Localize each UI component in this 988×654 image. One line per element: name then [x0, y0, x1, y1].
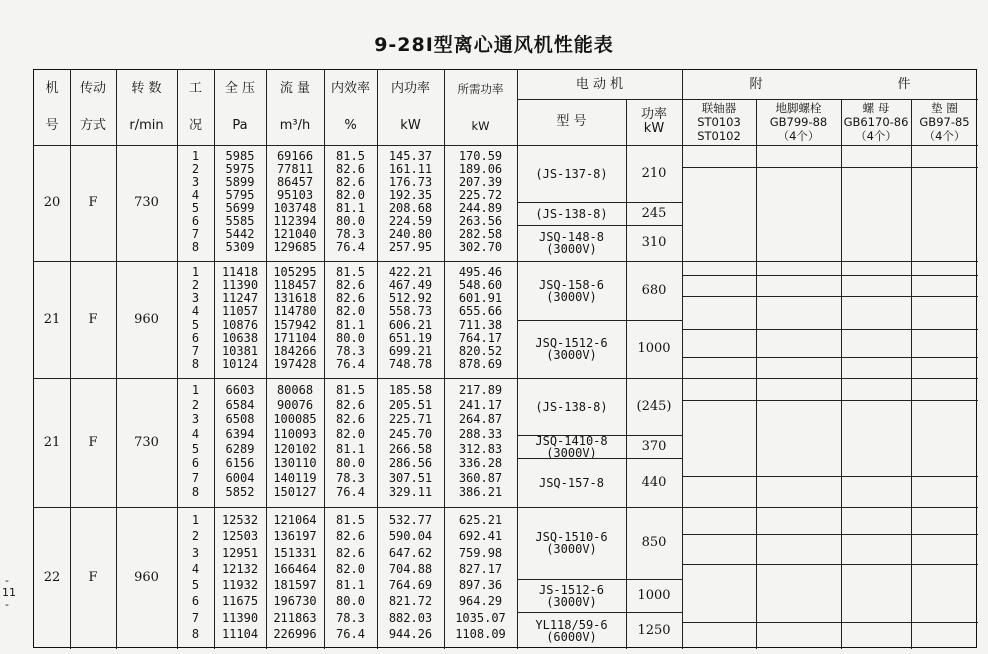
flow-value: 77811: [276, 162, 314, 176]
pressure-value: 10124: [221, 356, 259, 371]
required-power-value: 548.60: [458, 278, 503, 293]
inner-power-value: 422.21: [388, 265, 433, 279]
required-power-value: 495.46: [458, 265, 503, 279]
efficiency-value: 81.5: [336, 149, 365, 163]
pressure-value: 10381: [221, 343, 259, 358]
required-power-list: [444, 383, 517, 500]
pressure-value: 12951: [221, 545, 259, 560]
drive-type: F: [88, 570, 98, 585]
inner-power-value: 208.68: [388, 201, 433, 215]
inner-power-value: 307.51: [388, 470, 433, 485]
flow-value: 90076: [276, 397, 314, 412]
inner-power-value: 176.73: [388, 175, 433, 189]
pressure-value: 5699: [225, 201, 255, 215]
inner-power-value: 329.11: [388, 485, 433, 500]
condition-value: 4: [191, 304, 200, 319]
required-power-value: 964.29: [458, 594, 503, 609]
grid-hline: [682, 476, 978, 477]
page-number: - 11 -: [2, 574, 16, 611]
efficiency-value: 82.6: [336, 397, 365, 412]
flow-value: 130110: [273, 456, 317, 471]
required-power-value: 820.52: [458, 343, 503, 358]
efficiency-value: 76.4: [336, 356, 365, 371]
efficiency-list: [324, 512, 377, 642]
inner-power-value: 224.59: [388, 214, 433, 228]
flow-value: 140119: [273, 470, 317, 485]
pressure-value: 12532: [221, 513, 259, 527]
flow-list: [266, 383, 324, 500]
required-power-value: 217.89: [458, 383, 503, 397]
efficiency-value: 81.1: [336, 578, 365, 592]
machine-number: 21: [43, 311, 61, 327]
inner-power-value: 161.11: [388, 162, 433, 176]
header-pressure: 全 压 Pa: [224, 80, 256, 134]
motor-power: 440: [641, 474, 667, 490]
required-power-value: 386.21: [458, 485, 503, 500]
pressure-value: 5442: [225, 227, 255, 241]
pressure-value: 11418: [221, 265, 259, 279]
motor-model: JSQ-1510-6 (3000V): [535, 530, 608, 556]
efficiency-value: 80.0: [336, 594, 365, 609]
drive-type: F: [88, 311, 98, 327]
condition-value: 5: [191, 441, 200, 456]
efficiency-value: 81.1: [336, 201, 365, 215]
header-anchor-bolt: 地脚螺栓 GB799-88 （4个）: [769, 101, 828, 143]
pressure-value: 6603: [225, 383, 255, 397]
machine-number: 21: [43, 434, 61, 450]
grid-vline: [911, 99, 912, 649]
pressure-value: 12503: [221, 529, 259, 544]
flow-value: 197428: [273, 356, 317, 371]
inner-power-value: 704.88: [388, 561, 433, 576]
flow-value: 181597: [273, 578, 317, 592]
drive-type: F: [88, 195, 98, 210]
inner-power-value: 764.69: [388, 578, 433, 592]
efficiency-value: 82.0: [336, 426, 365, 441]
required-power-value: 225.72: [458, 188, 503, 202]
flow-value: 121040: [273, 227, 317, 241]
condition-value: 2: [191, 529, 200, 544]
efficiency-value: 81.5: [336, 383, 365, 397]
efficiency-value: 82.6: [336, 162, 365, 176]
flow-value: 121064: [273, 513, 317, 527]
header-speed: 转 数 r/min: [129, 80, 164, 134]
motor-power: 1000: [637, 587, 671, 603]
condition-value: 5: [191, 578, 200, 592]
header-nut: 螺 母 GB6170-86 （4个）: [843, 101, 909, 143]
inner-power-list: [377, 150, 444, 254]
pressure-value: 6508: [225, 412, 255, 427]
flow-value: 184266: [273, 343, 317, 358]
pressure-value: 6156: [225, 456, 255, 471]
motor-power: 850: [641, 535, 667, 550]
efficiency-value: 78.3: [336, 343, 365, 358]
required-power-value: 336.28: [458, 456, 503, 471]
required-power-list: [444, 512, 517, 642]
pressure-list: [214, 383, 266, 500]
grid-hline: [682, 534, 978, 535]
condition-value: 2: [191, 162, 200, 176]
flow-list: [266, 266, 324, 371]
condition-value: 6: [191, 594, 200, 609]
required-power-value: 263.56: [458, 214, 503, 228]
flow-value: 86457: [276, 175, 314, 189]
flow-value: 105295: [273, 265, 317, 279]
inner-power-value: 192.35: [388, 188, 433, 202]
header-motor: 电 动 机: [575, 76, 624, 92]
efficiency-value: 76.4: [336, 485, 365, 500]
efficiency-value: 81.1: [336, 317, 365, 332]
motor-power: (245): [636, 398, 672, 414]
motor-model: JSQ-1410-8 (3000V): [535, 435, 608, 458]
efficiency-value: 80.0: [336, 456, 365, 471]
condition-value: 6: [191, 456, 200, 471]
efficiency-list: [324, 266, 377, 371]
inner-power-value: 944.26: [388, 626, 433, 641]
flow-value: 129685: [273, 240, 317, 254]
flow-value: 196730: [273, 594, 317, 609]
efficiency-value: 82.6: [336, 278, 365, 293]
pressure-value: 5975: [225, 162, 255, 176]
efficiency-list: [324, 150, 377, 254]
pressure-value: 10876: [221, 317, 259, 332]
flow-value: 166464: [273, 561, 317, 576]
pressure-value: 11675: [221, 594, 259, 609]
drive-type: F: [88, 434, 98, 450]
condition-value: 5: [191, 317, 200, 332]
pressure-value: 5852: [225, 485, 255, 500]
inner-power-list: [377, 383, 444, 500]
flow-value: 136197: [273, 529, 317, 544]
condition-list: [177, 383, 214, 500]
condition-value: 4: [191, 426, 200, 441]
condition-value: 8: [191, 626, 200, 641]
motor-model: JSQ-1512-6 (3000V): [535, 336, 608, 362]
speed-value: 960: [134, 311, 159, 327]
pressure-value: 6584: [225, 397, 255, 412]
header-efficiency: 内效率 %: [330, 80, 370, 134]
required-power-value: 759.98: [458, 545, 503, 560]
efficiency-value: 81.1: [336, 441, 365, 456]
grid-vline: [756, 99, 757, 649]
required-power-value: 827.17: [458, 561, 503, 576]
condition-value: 4: [191, 561, 200, 576]
condition-value: 5: [191, 201, 200, 215]
flow-value: 95103: [276, 188, 314, 202]
flow-value: 69166: [276, 149, 314, 163]
efficiency-value: 81.5: [336, 265, 365, 279]
pressure-value: 11057: [221, 304, 259, 319]
header-machine: 机 号: [45, 80, 59, 134]
condition-value: 1: [191, 265, 200, 279]
inner-power-value: 647.62: [388, 545, 433, 560]
efficiency-value: 78.3: [336, 470, 365, 485]
required-power-value: 241.17: [458, 397, 503, 412]
efficiency-list: [324, 383, 377, 500]
inner-power-value: 240.80: [388, 227, 433, 241]
flow-value: 131618: [273, 291, 317, 306]
flow-value: 80068: [276, 383, 314, 397]
pressure-value: 11104: [221, 626, 259, 641]
header-motor-power: 功率 kW: [640, 107, 667, 136]
efficiency-value: 82.6: [336, 412, 365, 427]
pressure-value: 5309: [225, 240, 255, 254]
flow-value: 171104: [273, 330, 317, 345]
inner-power-value: 257.95: [388, 240, 433, 254]
motor-model: (JS-137-8): [535, 166, 608, 181]
motor-model: JSQ-148-8 (3000V): [538, 230, 605, 256]
efficiency-value: 78.3: [336, 227, 365, 241]
flow-value: 151331: [273, 545, 317, 560]
required-power-value: 764.17: [458, 330, 503, 345]
condition-list: [177, 150, 214, 254]
efficiency-value: 82.6: [336, 529, 365, 544]
motor-model: JS-1512-6 (3000V): [538, 582, 605, 609]
motor-power: 310: [641, 235, 667, 250]
grid-hline: [682, 622, 978, 623]
required-power-value: 1035.07: [455, 610, 506, 625]
required-power-list: [444, 150, 517, 254]
required-power-value: 360.87: [458, 470, 503, 485]
required-power-list: [444, 266, 517, 371]
speed-value: 960: [134, 570, 159, 585]
pressure-value: 6004: [225, 470, 255, 485]
efficiency-value: 82.6: [336, 175, 365, 189]
required-power-value: 1108.09: [455, 626, 506, 641]
pressure-value: 12132: [221, 561, 259, 576]
header-drive: 传动 方式: [79, 80, 106, 134]
condition-value: 3: [191, 291, 200, 306]
pressure-list: [214, 266, 266, 371]
condition-value: 1: [191, 513, 200, 527]
speed-value: 730: [134, 195, 159, 210]
inner-power-value: 145.37: [388, 149, 433, 163]
condition-value: 2: [191, 397, 200, 412]
flow-value: 103748: [273, 201, 317, 215]
grid-hline: [682, 400, 978, 401]
required-power-value: 897.36: [458, 578, 503, 592]
condition-value: 1: [191, 149, 200, 163]
machine-number: 22: [43, 570, 61, 585]
flow-value: 118457: [273, 278, 317, 293]
motor-power: 210: [641, 165, 667, 181]
inner-power-value: 245.70: [388, 426, 433, 441]
page-title: 9-28Ⅰ型离心通风机性能表: [374, 34, 614, 56]
grid-hline: [682, 357, 978, 358]
header-required-power: 所需功率 kW: [457, 81, 504, 134]
efficiency-value: 82.0: [336, 188, 365, 202]
condition-value: 4: [191, 188, 200, 202]
grid-hline: [682, 296, 978, 297]
motor-power: 245: [641, 205, 667, 221]
efficiency-value: 82.0: [336, 304, 365, 319]
inner-power-list: [377, 512, 444, 642]
grid-vline: [841, 99, 842, 649]
header-flow: 流 量 m³/h: [279, 80, 311, 134]
pressure-value: 11390: [221, 610, 259, 625]
condition-value: 2: [191, 278, 200, 293]
condition-value: 6: [191, 330, 200, 345]
grid-hline: [682, 329, 978, 330]
inner-power-value: 467.49: [388, 278, 433, 293]
inner-power-value: 286.56: [388, 456, 433, 471]
condition-value: 8: [191, 240, 200, 254]
required-power-value: 878.69: [458, 356, 503, 371]
condition-list: [177, 512, 214, 642]
inner-power-value: 512.92: [388, 291, 433, 306]
inner-power-value: 558.73: [388, 304, 433, 319]
condition-value: 7: [191, 610, 200, 625]
pressure-value: 11390: [221, 278, 259, 293]
inner-power-value: 821.72: [388, 594, 433, 609]
pressure-value: 6394: [225, 426, 255, 441]
header-washer: 垫 圈 GB97-85 （4个）: [919, 101, 970, 143]
pressure-value: 10638: [221, 330, 259, 345]
inner-power-value: 882.03: [388, 610, 433, 625]
condition-value: 3: [191, 412, 200, 427]
condition-value: 8: [191, 356, 200, 371]
flow-value: 100085: [273, 412, 317, 427]
inner-power-value: 606.21: [388, 317, 433, 332]
flow-value: 157942: [273, 317, 317, 332]
efficiency-value: 76.4: [336, 240, 365, 254]
condition-value: 6: [191, 214, 200, 228]
flow-value: 120102: [273, 441, 317, 456]
pressure-list: [214, 150, 266, 254]
pressure-value: 5585: [225, 214, 255, 228]
required-power-value: 282.58: [458, 227, 503, 241]
header-inner-power: 内功率 kW: [390, 80, 430, 134]
inner-power-value: 266.58: [388, 441, 433, 456]
flow-list: [266, 150, 324, 254]
condition-list: [177, 266, 214, 371]
header-coupling: 联轴器 ST0103 ST0102: [697, 101, 741, 143]
motor-model: JSQ-158-6 (3000V): [538, 277, 605, 304]
pressure-value: 11932: [221, 578, 259, 592]
required-power-value: 692.41: [458, 529, 503, 544]
efficiency-value: 82.0: [336, 561, 365, 576]
efficiency-value: 82.6: [336, 545, 365, 560]
inner-power-value: 748.78: [388, 356, 433, 371]
required-power-value: 207.39: [458, 175, 503, 189]
inner-power-value: 205.51: [388, 397, 433, 412]
efficiency-value: 80.0: [336, 330, 365, 345]
grid-hline: [682, 167, 978, 168]
inner-power-value: 590.04: [388, 529, 433, 544]
required-power-value: 302.70: [458, 240, 503, 254]
condition-value: 7: [191, 343, 200, 358]
motor-power: 1250: [637, 622, 671, 638]
efficiency-value: 78.3: [336, 610, 365, 625]
flow-value: 211863: [273, 610, 317, 625]
grid-hline: [682, 275, 978, 276]
condition-value: 1: [191, 383, 200, 397]
header-condition: 工 况: [188, 80, 202, 134]
required-power-value: 601.91: [458, 291, 503, 306]
motor-model: (JS-138-8): [535, 206, 608, 221]
grid-vline: [682, 70, 683, 649]
condition-value: 3: [191, 175, 200, 189]
required-power-value: 264.87: [458, 412, 503, 427]
inner-power-value: 225.71: [388, 412, 433, 427]
motor-power: 1000: [637, 341, 671, 356]
pressure-value: 5985: [225, 149, 255, 163]
condition-value: 3: [191, 545, 200, 560]
inner-power-value: 651.19: [388, 330, 433, 345]
grid-hline: [682, 564, 978, 565]
pressure-value: 5899: [225, 175, 255, 189]
condition-value: 7: [191, 227, 200, 241]
flow-value: 226996: [273, 626, 317, 641]
required-power-value: 189.06: [458, 162, 503, 176]
condition-value: 8: [191, 485, 200, 500]
flow-list: [266, 512, 324, 642]
motor-power: 370: [641, 438, 667, 454]
pressure-value: 11247: [221, 291, 259, 306]
inner-power-value: 699.21: [388, 343, 433, 358]
header-accessories: 附 件: [749, 76, 911, 92]
inner-power-list: [377, 266, 444, 371]
inner-power-value: 532.77: [388, 513, 433, 527]
required-power-value: 655.66: [458, 304, 503, 319]
flow-value: 110093: [273, 426, 317, 441]
speed-value: 730: [134, 434, 159, 450]
required-power-value: 711.38: [458, 317, 503, 332]
flow-value: 112394: [273, 214, 317, 228]
required-power-value: 288.33: [458, 426, 503, 441]
required-power-value: 625.21: [458, 513, 503, 527]
motor-power: 680: [641, 282, 667, 298]
efficiency-value: 82.6: [336, 291, 365, 306]
required-power-value: 244.89: [458, 201, 503, 215]
flow-value: 150127: [273, 485, 317, 500]
pressure-list: [214, 512, 266, 642]
motor-model: JSQ-157-8: [538, 475, 605, 490]
efficiency-value: 76.4: [336, 626, 365, 641]
pressure-value: 5795: [225, 188, 255, 202]
required-power-value: 170.59: [458, 149, 503, 163]
pressure-value: 6289: [225, 441, 255, 456]
condition-value: 7: [191, 470, 200, 485]
machine-number: 20: [43, 195, 61, 210]
required-power-value: 312.83: [458, 441, 503, 456]
motor-model: (JS-138-8): [535, 399, 608, 414]
motor-model: YL118/59-6 (6000V): [535, 617, 608, 644]
header-model: 型 号: [556, 114, 587, 129]
performance-table: [33, 69, 977, 648]
flow-value: 114780: [273, 304, 317, 319]
inner-power-value: 185.58: [388, 383, 433, 397]
efficiency-value: 81.5: [336, 513, 365, 527]
efficiency-value: 80.0: [336, 214, 365, 228]
